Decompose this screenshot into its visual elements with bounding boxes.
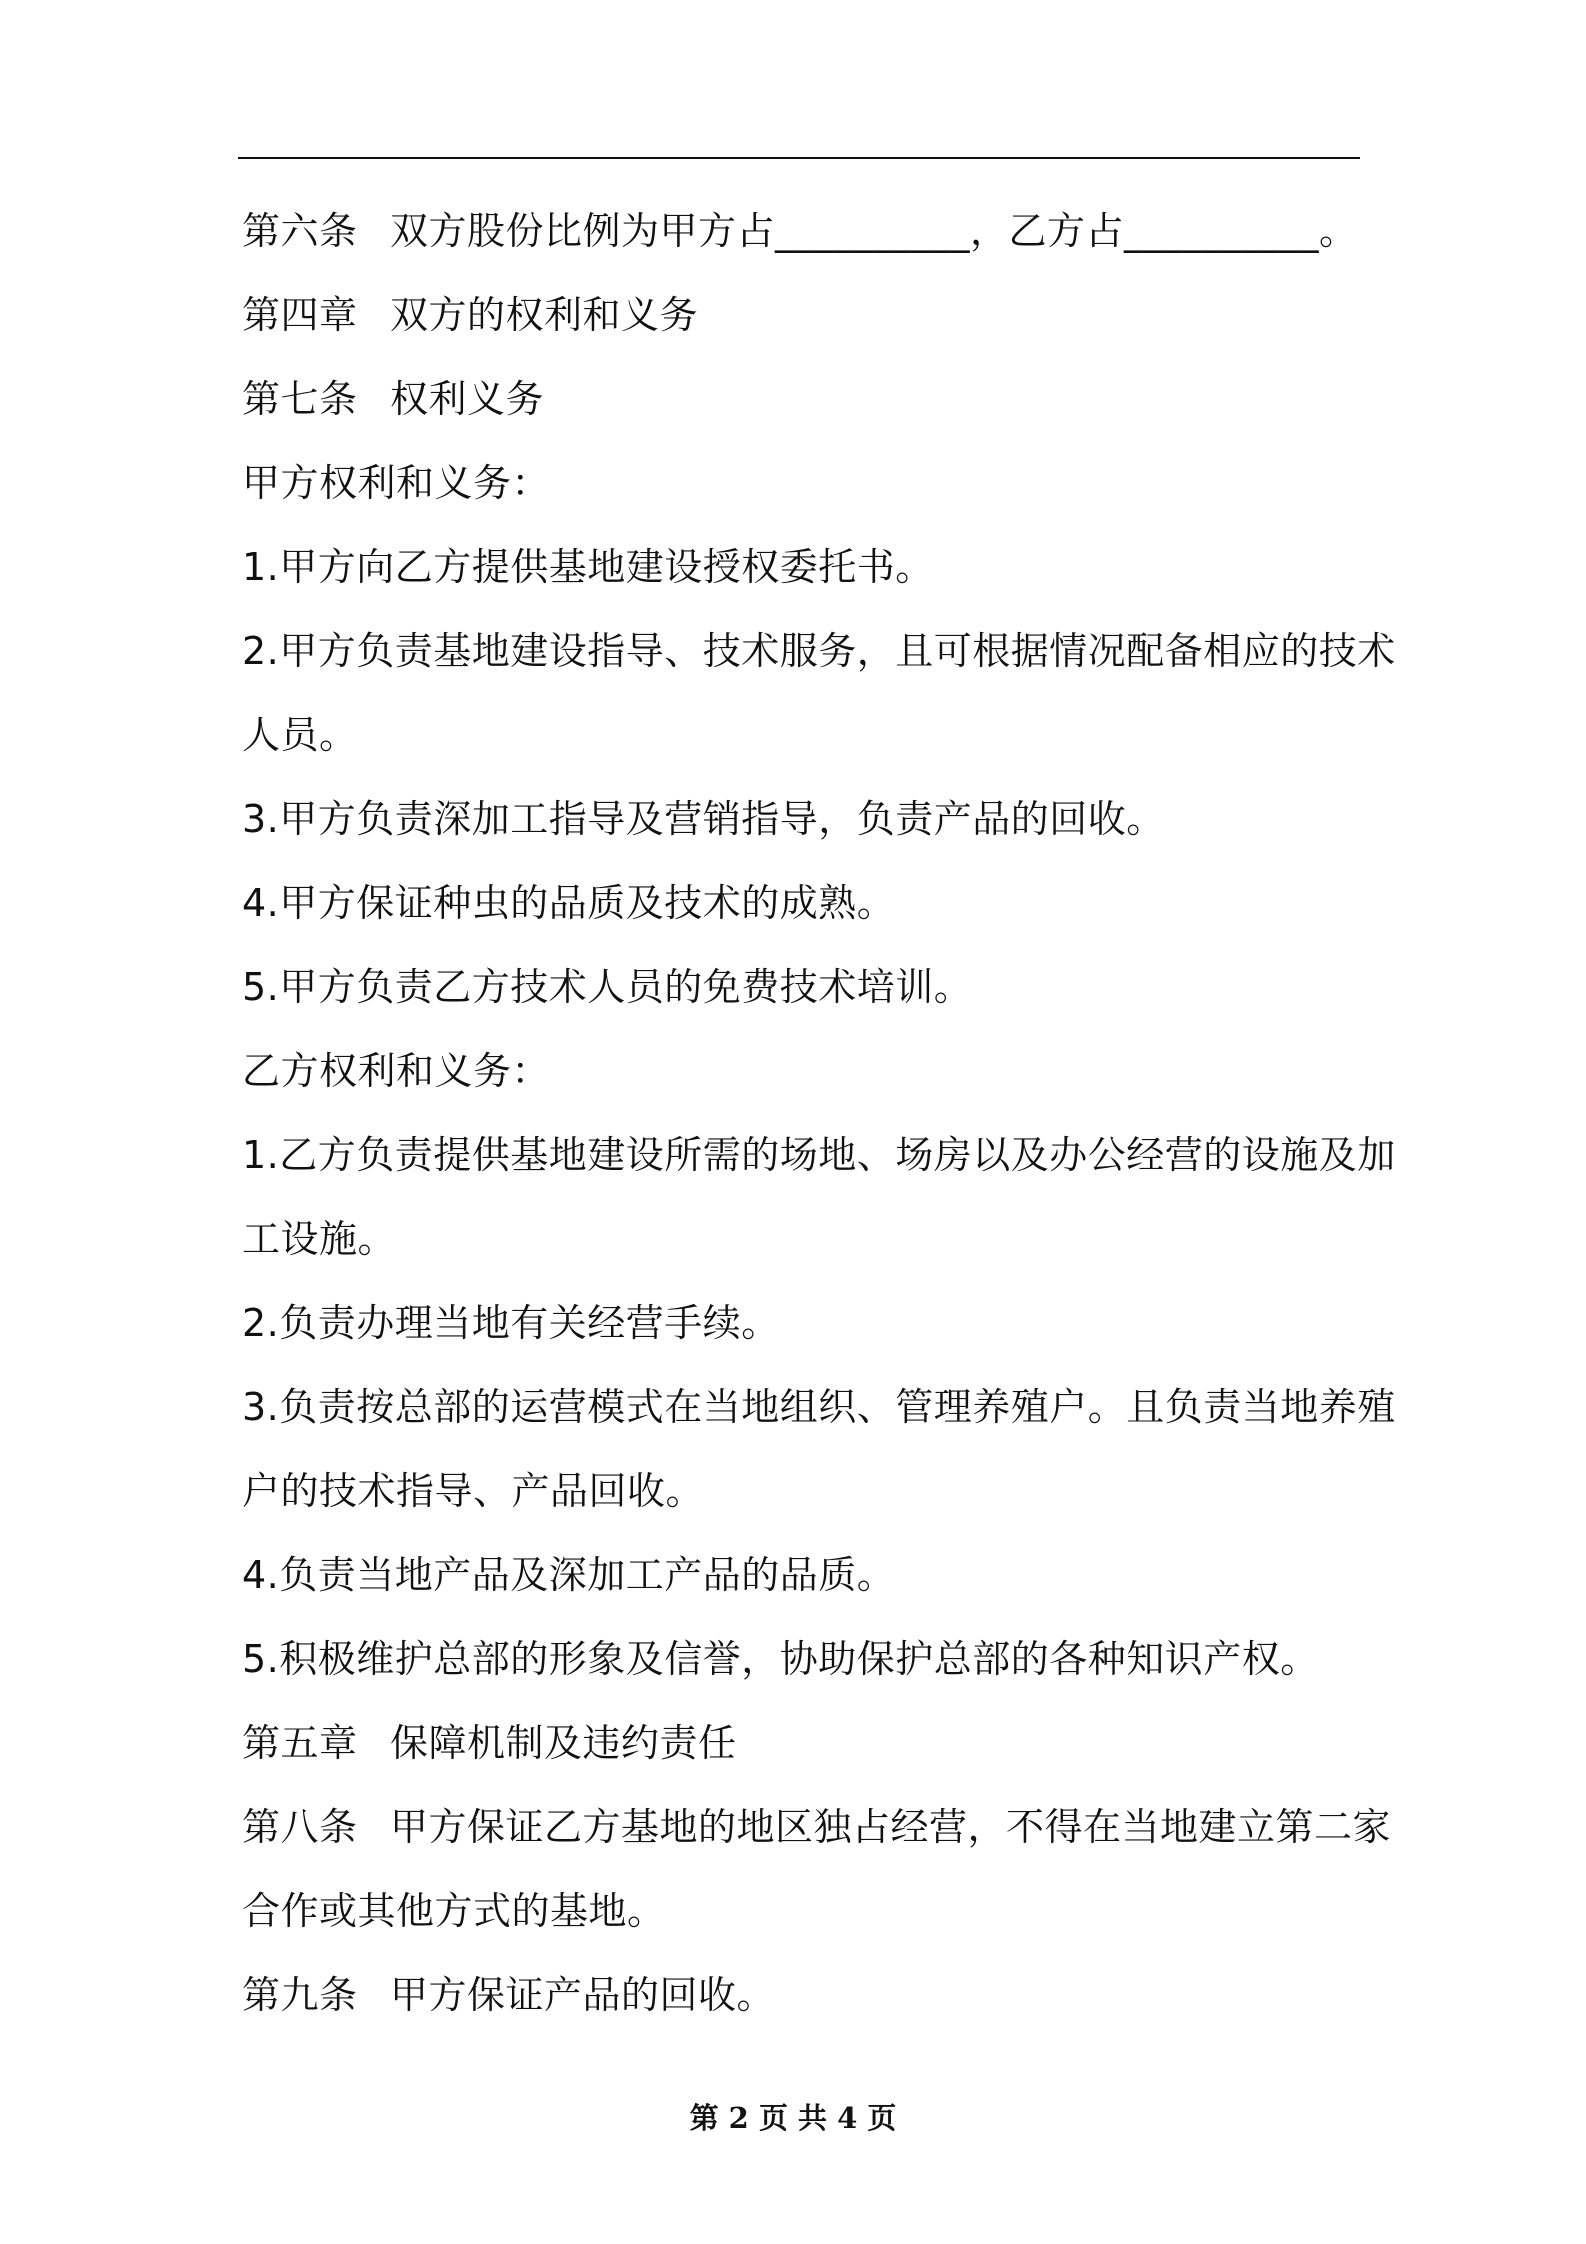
line-text: 4.负责当地产品及深加工产品的品质。 [242,1553,896,1597]
chapter-label: 第四章 [242,293,358,337]
line-text: 5.甲方负责乙方技术人员的免费技术培训。 [242,965,973,1009]
line-text: 甲方保证产品的回收。 [390,1973,776,2017]
line-text: 合作或其他方式的基地。 [242,1889,666,1933]
page-number-footer: 第 2 页 共 4 页 [689,2101,897,2135]
text-line [242,1038,1362,1122]
line-text: 工设施。 [242,1217,397,1261]
text-line [242,1962,1362,2046]
line-text: 权利义务 [390,377,545,421]
line-text: 3.负责按总部的运营模式在当地组织、管理养殖户。且负责当地养殖 [242,1385,1396,1429]
text-line [242,1374,1396,1458]
line-text: 5.积极维护总部的形象及信誉，协助保护总部的各种知识产权。 [242,1637,1319,1681]
text-line [242,282,1362,366]
chapter-label: 第五章 [242,1721,358,1765]
article-label: 第八条 [242,1805,358,1849]
article-label: 第九条 [242,1973,358,2017]
text-line [242,1542,1362,1626]
line-text: 2.负责办理当地有关经营手续。 [242,1301,780,1345]
text-line [242,1122,1396,1206]
line-text: 1.甲方向乙方提供基地建设授权委托书。 [242,545,934,589]
line-text: 保障机制及违约责任 [390,1721,737,1765]
line-text: 甲方保证乙方基地的地区独占经营，不得在当地建立第二家 [390,1805,1392,1849]
line-text: 双方股份比例为甲方占__________，乙方占__________。 [390,209,1358,253]
text-line [242,366,1362,450]
text-line [242,1794,1392,1878]
text-line [242,198,1362,282]
text-line [242,870,1362,954]
line-text: 1.乙方负责提供基地建设所需的场地、场房以及办公经营的设施及加 [242,1133,1396,1177]
line-text: 乙方权利和义务： [242,1049,551,1093]
text-line [242,1458,1362,1542]
text-line [242,1710,1362,1794]
article-label: 第七条 [242,377,358,421]
document-body [242,198,1396,2046]
line-text: 2.甲方负责基地建设指导、技术服务，且可根据情况配备相应的技术 [242,629,1396,673]
header-rule [238,157,1360,159]
article-label: 第六条 [242,209,358,253]
line-text: 甲方权利和义务： [242,461,551,505]
line-text: 双方的权利和义务 [390,293,699,337]
text-line [242,954,1362,1038]
text-line [242,534,1362,618]
text-line [242,1290,1362,1374]
text-line [242,1878,1362,1962]
text-line [242,702,1362,786]
text-line [242,1626,1362,1710]
text-line [242,450,1362,534]
text-line [242,786,1362,870]
text-line [242,1206,1362,1290]
line-text: 户的技术指导、产品回收。 [242,1469,705,1513]
text-line [242,618,1396,702]
line-text: 人员。 [242,713,358,757]
line-text: 4.甲方保证种虫的品质及技术的成熟。 [242,881,896,925]
line-text: 3.甲方负责深加工指导及营销指导，负责产品的回收。 [242,797,1165,841]
